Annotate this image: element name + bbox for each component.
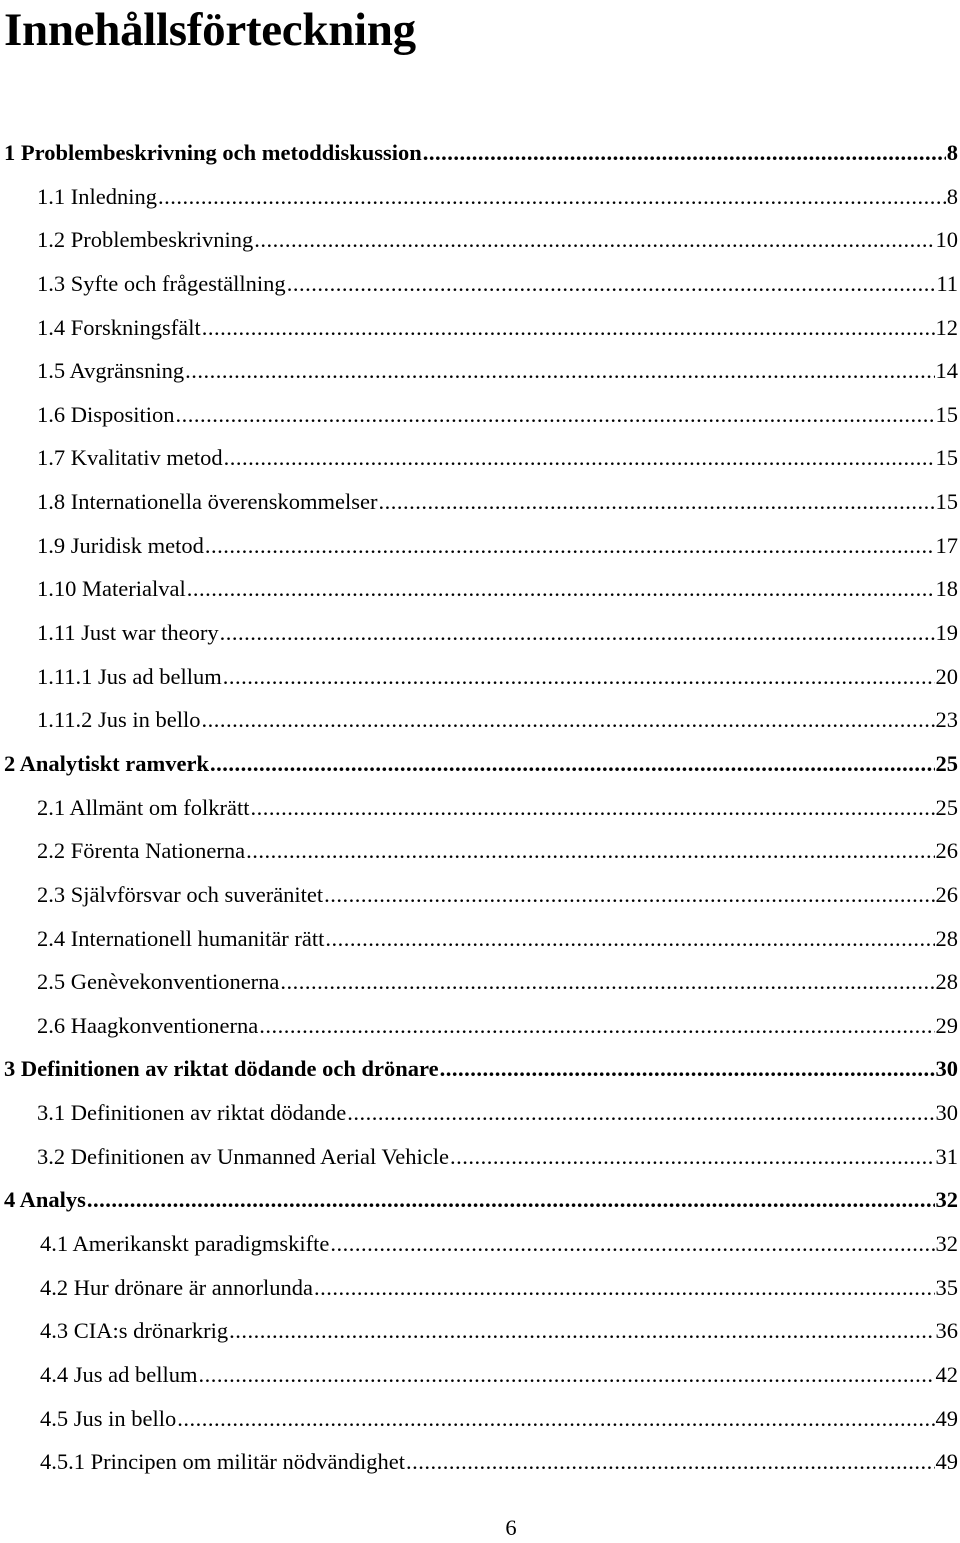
toc-entry-page-number: 17: [935, 532, 958, 558]
toc-entry[interactable]: [0, 698, 960, 742]
toc-entry[interactable]: [0, 742, 960, 786]
toc-entry-page-number: 15: [935, 489, 958, 515]
toc-entry-label: 2.5 Genèvekonventionerna: [37, 969, 280, 995]
toc-entry-label: 1.8 Internationella överenskommelser: [37, 489, 378, 515]
toc-entry-label: 1.4 Forskningsfält: [37, 314, 201, 340]
toc-entry-label: 1.3 Syfte och frågeställning: [37, 270, 286, 296]
toc-entry[interactable]: [0, 436, 960, 480]
toc-entry-label: 1 Problembeskrivning och metoddiskussion: [4, 140, 422, 165]
dot-leader: [187, 567, 935, 611]
toc-entry-page-number: 31: [935, 1143, 958, 1169]
dot-leader: [325, 917, 934, 961]
toc-entry-label: 3 Definitionen av riktat dödande och drönare: [4, 1056, 439, 1082]
toc-entry-label: 1.11.2 Jus in bello: [37, 707, 201, 733]
toc-entry-label: 1.11 Just war theory: [37, 620, 219, 646]
dot-leader: [202, 306, 935, 350]
toc-entry[interactable]: [0, 1397, 960, 1441]
dot-leader: [324, 873, 934, 917]
toc-entry-label: 2.2 Förenta Nationerna: [37, 838, 246, 864]
toc-entry-page-number: 30: [935, 1100, 958, 1126]
toc-entry-page-number: 32: [935, 1187, 958, 1213]
dot-leader: [450, 1135, 935, 1179]
toc-entry-label: 1.11.1 Jus ad bellum: [37, 663, 222, 689]
dot-leader: [177, 1397, 934, 1441]
toc-entry[interactable]: [0, 131, 960, 175]
toc-entry[interactable]: [0, 524, 960, 568]
dot-leader: [440, 1047, 935, 1091]
toc-entry-label: 1.10 Materialval: [37, 576, 186, 602]
toc-entry-label: 4 Analys: [4, 1187, 86, 1213]
toc-entry[interactable]: [0, 1004, 960, 1048]
toc-entry[interactable]: [0, 1222, 960, 1266]
toc-entry[interactable]: [0, 917, 960, 961]
dot-leader: [220, 611, 935, 655]
dot-leader: [199, 1353, 935, 1397]
toc-entry-label: 3.2 Definitionen av Unmanned Aerial Vehicle: [37, 1143, 449, 1169]
page-title: Innehållsförteckning: [4, 4, 416, 56]
table-of-contents: [0, 131, 960, 1484]
toc-entry-page-number: 32: [935, 1231, 958, 1257]
toc-entry[interactable]: [0, 1047, 960, 1091]
dot-leader: [229, 1309, 934, 1353]
toc-entry[interactable]: [0, 873, 960, 917]
toc-entry-page-number: 35: [935, 1274, 958, 1300]
toc-entry-page-number: 29: [935, 1012, 958, 1038]
toc-entry[interactable]: [0, 306, 960, 350]
toc-entry-page-number: 8: [946, 183, 958, 209]
toc-entry[interactable]: [0, 349, 960, 393]
toc-entry-label: 4.5.1 Principen om militär nödvändighet: [40, 1449, 405, 1475]
dot-leader: [379, 480, 935, 524]
dot-leader: [158, 175, 946, 219]
toc-entry-page-number: 28: [935, 969, 958, 995]
toc-entry[interactable]: [0, 611, 960, 655]
dot-leader: [87, 1178, 935, 1222]
dot-leader: [202, 698, 935, 742]
dot-leader: [176, 393, 935, 437]
toc-entry[interactable]: [0, 1091, 960, 1135]
dot-leader: [246, 829, 934, 873]
toc-entry[interactable]: [0, 1178, 960, 1222]
toc-entry-page-number: 30: [935, 1056, 958, 1082]
dot-leader: [406, 1440, 935, 1484]
toc-entry-page-number: 49: [935, 1405, 958, 1431]
dot-leader: [314, 1266, 934, 1310]
toc-entry[interactable]: [0, 175, 960, 219]
toc-entry-label: 1.2 Problembeskrivning: [37, 227, 254, 253]
toc-entry[interactable]: [0, 1309, 960, 1353]
toc-entry-label: 4.3 CIA:s drönarkrig: [40, 1318, 229, 1344]
toc-entry-page-number: 12: [935, 314, 958, 340]
toc-entry-page-number: 19: [935, 620, 958, 646]
dot-leader: [423, 131, 946, 175]
toc-entry-page-number: 25: [935, 794, 958, 820]
toc-entry[interactable]: [0, 1440, 960, 1484]
dot-leader: [287, 262, 936, 306]
dot-leader: [224, 436, 935, 480]
toc-entry[interactable]: [0, 1266, 960, 1310]
toc-entry-label: 4.2 Hur drönare är annorlunda: [40, 1274, 314, 1300]
toc-entry-label: 4.5 Jus in bello: [40, 1405, 177, 1431]
dot-leader: [223, 655, 935, 699]
toc-entry-label: 2 Analytiskt ramverk: [4, 750, 209, 776]
toc-entry-label: 2.3 Självförsvar och suveränitet: [37, 881, 324, 907]
toc-entry-page-number: 15: [935, 445, 958, 471]
toc-entry-page-number: 25: [935, 750, 958, 776]
toc-entry[interactable]: [0, 480, 960, 524]
toc-entry-page-number: 11: [936, 270, 958, 296]
toc-entry-page-number: 23: [935, 707, 958, 733]
dot-leader: [280, 960, 934, 1004]
toc-entry[interactable]: [0, 262, 960, 306]
toc-entry[interactable]: [0, 655, 960, 699]
toc-entry[interactable]: [0, 567, 960, 611]
dot-leader: [185, 349, 934, 393]
toc-entry[interactable]: [0, 960, 960, 1004]
dot-leader: [259, 1004, 934, 1048]
toc-entry-page-number: 14: [935, 358, 958, 384]
toc-entry[interactable]: [0, 786, 960, 830]
toc-entry-page-number: 42: [935, 1361, 958, 1387]
toc-entry-label: 1.6 Disposition: [37, 401, 175, 427]
toc-entry-page-number: 18: [935, 576, 958, 602]
toc-entry-label: 1.7 Kvalitativ metod: [37, 445, 223, 471]
toc-entry[interactable]: [0, 1135, 960, 1179]
toc-entry-page-number: 15: [935, 401, 958, 427]
toc-entry-label: 1.5 Avgränsning: [37, 358, 185, 384]
dot-leader: [210, 742, 935, 786]
toc-entry-label: 2.6 Haagkonventionerna: [37, 1012, 259, 1038]
toc-entry-page-number: 26: [935, 881, 958, 907]
toc-entry-label: 2.1 Allmänt om folkrätt: [37, 794, 250, 820]
toc-entry-page-number: 49: [935, 1449, 958, 1475]
toc-entry-label: 1.9 Juridisk metod: [37, 532, 204, 558]
dot-leader: [250, 786, 934, 830]
toc-entry[interactable]: [0, 1353, 960, 1397]
toc-entry-page-number: 28: [935, 925, 958, 951]
toc-entry-page-number: 36: [935, 1318, 958, 1344]
dot-leader: [254, 218, 934, 262]
page-number: 6: [505, 1515, 517, 1540]
toc-entry[interactable]: [0, 393, 960, 437]
toc-entry[interactable]: [0, 218, 960, 262]
dot-leader: [205, 524, 935, 568]
dot-leader: [347, 1091, 934, 1135]
toc-entry-label: 1.1 Inledning: [37, 183, 157, 209]
dot-leader: [330, 1222, 934, 1266]
toc-entry[interactable]: [0, 829, 960, 873]
toc-entry-page-number: 10: [935, 227, 958, 253]
toc-entry-label: 4.1 Amerikanskt paradigmskifte: [40, 1231, 330, 1257]
toc-entry-page-number: 8: [946, 140, 958, 165]
toc-entry-label: 3.1 Definitionen av riktat dödande: [37, 1100, 347, 1126]
toc-entry-page-number: 26: [935, 838, 958, 864]
toc-entry-label: 4.4 Jus ad bellum: [40, 1361, 198, 1387]
toc-entry-label: 2.4 Internationell humanitär rätt: [37, 925, 325, 951]
toc-entry-page-number: 20: [935, 663, 958, 689]
